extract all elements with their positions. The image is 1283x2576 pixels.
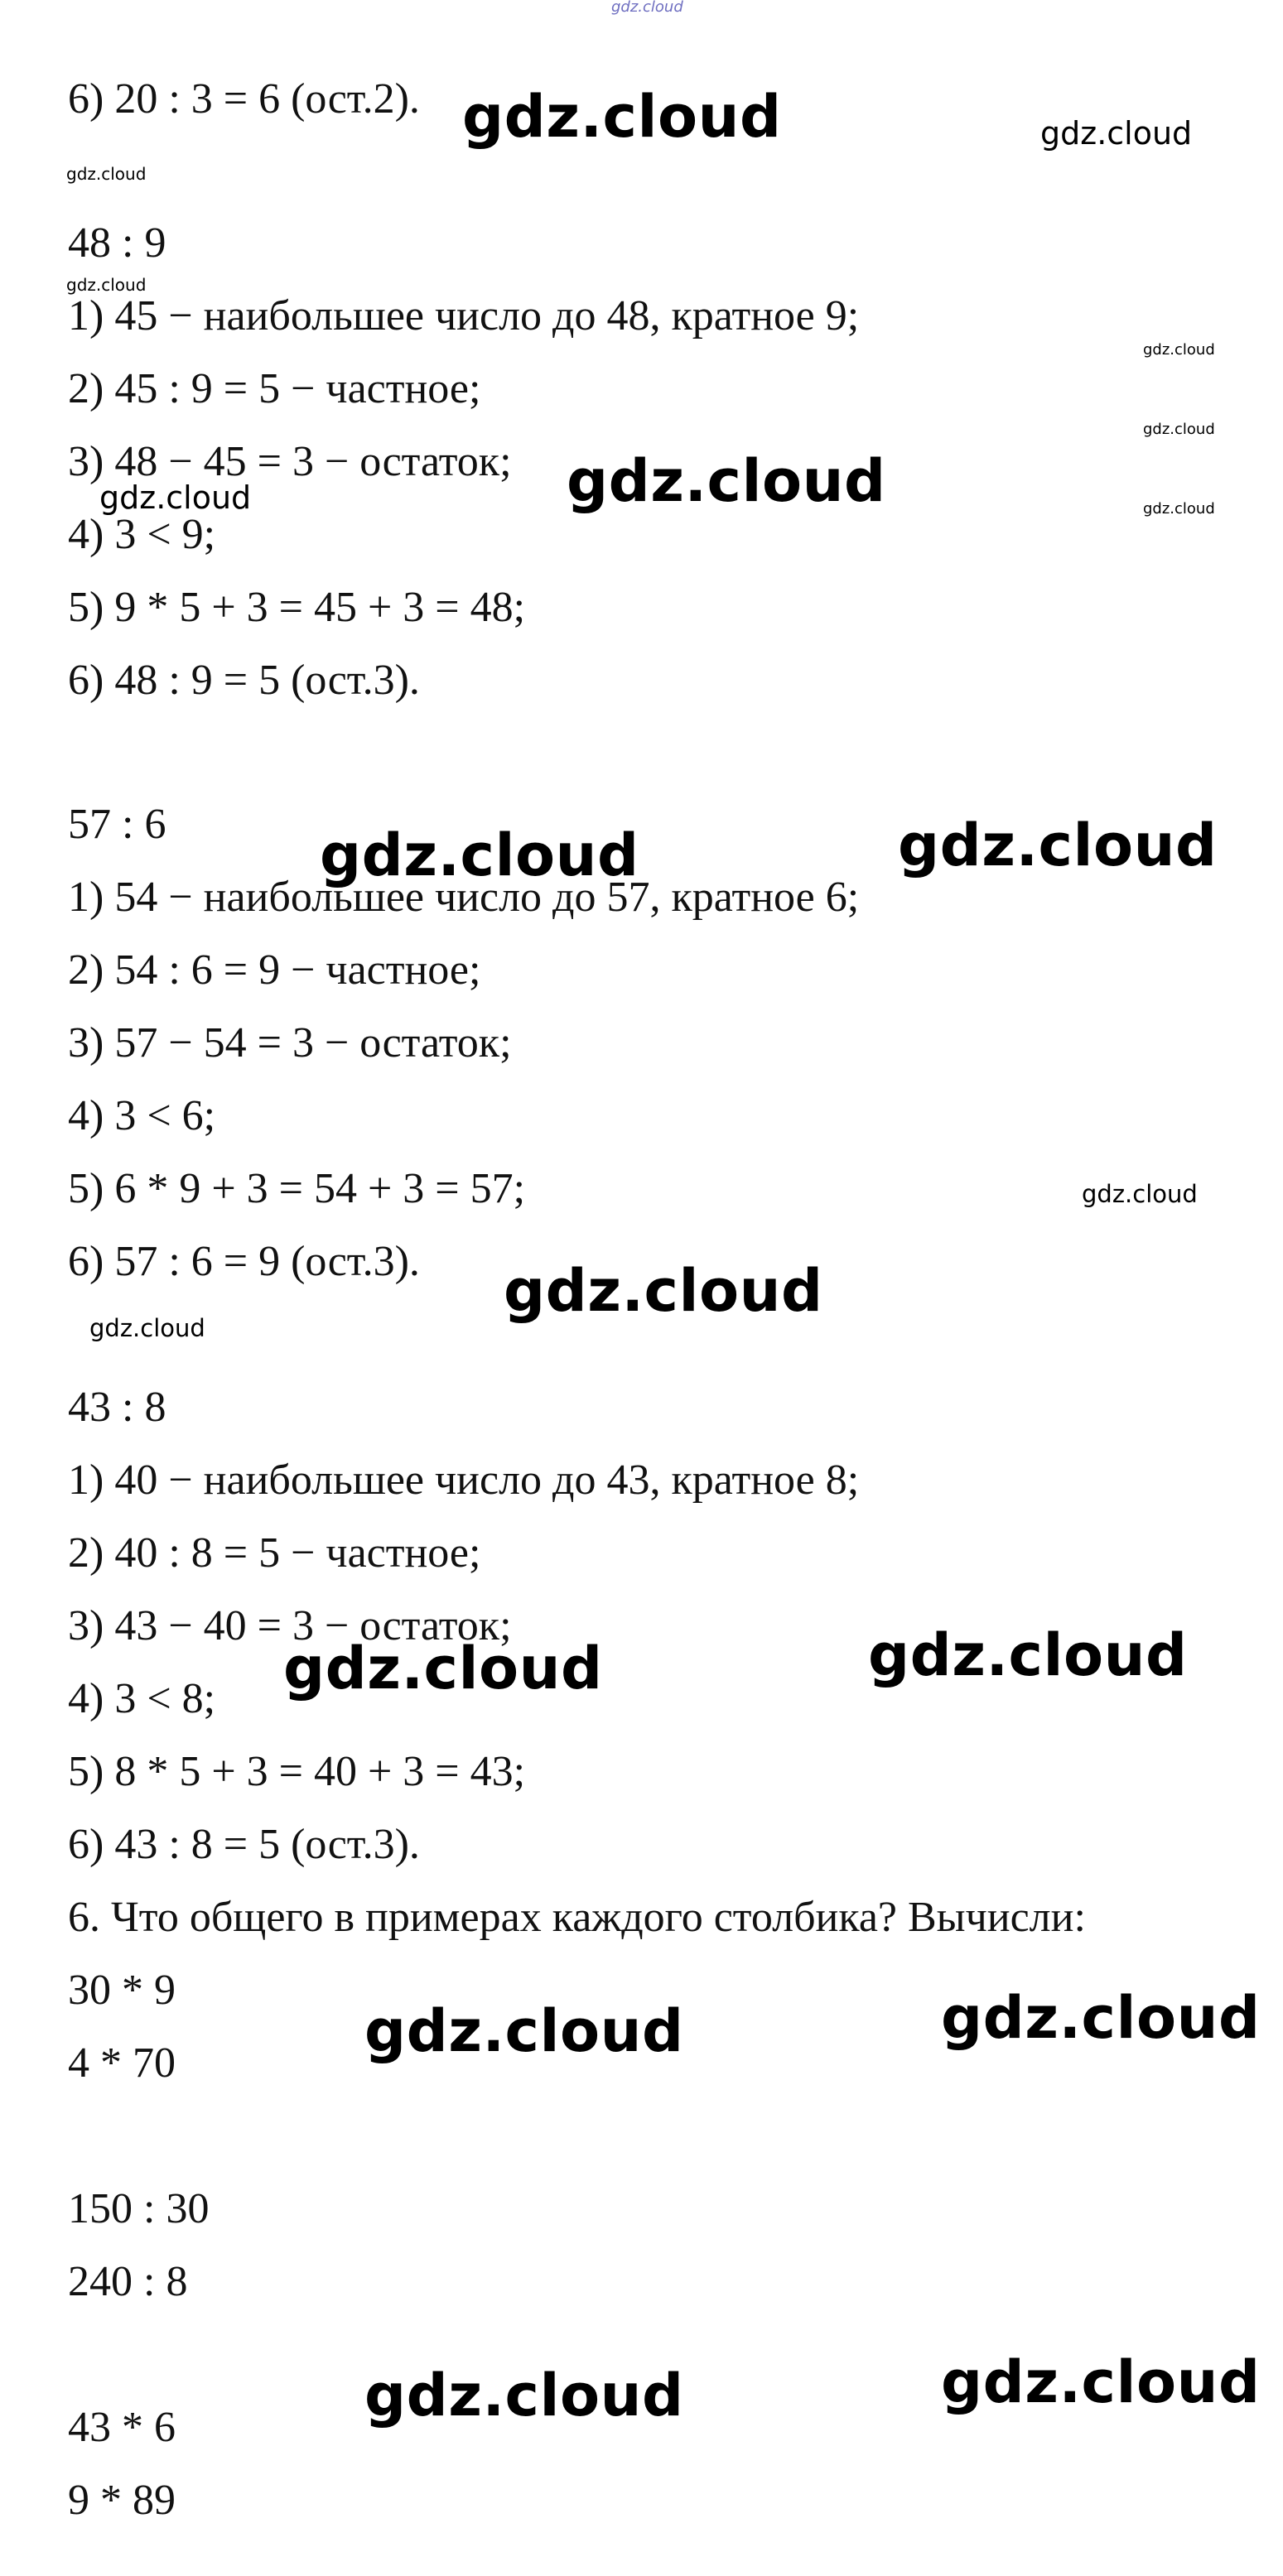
watermark: gdz.cloud <box>320 821 639 889</box>
watermark: gdz.cloud <box>1143 341 1215 359</box>
solution-line: 2) 54 : 6 = 9 − частное; <box>68 946 481 994</box>
expression: 30 * 9 <box>68 1967 176 2014</box>
watermark: gdz.cloud <box>66 164 147 184</box>
watermark: gdz.cloud <box>1143 500 1215 518</box>
solution-line: 1) 54 − наибольшее число до 57, кратное 6; <box>68 874 860 921</box>
watermark: gdz.cloud <box>283 1635 603 1702</box>
example-heading: 43 : 8 <box>68 1384 166 1431</box>
solution-line: 5) 6 * 9 + 3 = 54 + 3 = 57; <box>68 1165 526 1212</box>
expression: 4 * 70 <box>68 2039 176 2087</box>
watermark: gdz.cloud <box>941 2348 1261 2416</box>
watermark: gdz.cloud <box>89 1314 205 1342</box>
watermark: gdz.cloud <box>364 2362 684 2429</box>
example-heading: 57 : 6 <box>68 801 166 848</box>
solution-line: 5) 9 * 5 + 3 = 45 + 3 = 48; <box>68 584 526 631</box>
solution-line: 2) 45 : 9 = 5 − частное; <box>68 365 481 412</box>
solution-line: 1) 45 − наибольшее число до 48, кратное 9; <box>68 292 860 339</box>
watermark: gdz.cloud <box>868 1621 1188 1689</box>
expression: 150 : 30 <box>68 2185 210 2232</box>
solution-line: 4) 3 < 8; <box>68 1675 216 1722</box>
example-heading: 48 : 9 <box>68 219 166 267</box>
watermark: gdz.cloud <box>1040 115 1193 152</box>
watermark: gdz.cloud <box>99 479 252 516</box>
solution-line: 1) 40 − наибольшее число до 43, кратное 8; <box>68 1457 860 1504</box>
watermark: gdz.cloud <box>504 1257 823 1325</box>
watermark: gdz.cloud <box>898 811 1218 879</box>
watermark: gdz.cloud <box>1143 421 1215 438</box>
header-watermark: gdz.cloud <box>611 0 683 16</box>
solution-line: 6) 20 : 3 = 6 (ост.2). <box>68 75 420 123</box>
solution-line: 5) 8 * 5 + 3 = 40 + 3 = 43; <box>68 1748 526 1795</box>
watermark: gdz.cloud <box>66 275 147 295</box>
watermark: gdz.cloud <box>1082 1180 1198 1208</box>
task-title: 6. Что общего в примерах каждого столбика? Вычисли: <box>68 1894 1086 1941</box>
solution-line: 6) 43 : 8 = 5 (ост.3). <box>68 1821 420 1868</box>
expression: 240 : 8 <box>68 2258 188 2305</box>
solution-line: 4) 3 < 6; <box>68 1092 216 1139</box>
solution-line: 3) 43 − 40 = 3 − остаток; <box>68 1602 512 1649</box>
expression: 9 * 89 <box>68 2477 176 2524</box>
watermark: gdz.cloud <box>567 447 886 515</box>
solution-line: 3) 57 − 54 = 3 − остаток; <box>68 1019 512 1067</box>
watermark: gdz.cloud <box>941 1984 1261 2052</box>
solution-line: 2) 40 : 8 = 5 − частное; <box>68 1529 481 1577</box>
expression: 43 * 6 <box>68 2404 176 2451</box>
solution-line: 6) 48 : 9 = 5 (ост.3). <box>68 657 420 704</box>
solution-line: 3) 48 − 45 = 3 − остаток; <box>68 438 512 485</box>
watermark: gdz.cloud <box>364 1997 684 2065</box>
solution-line: 4) 3 < 9; <box>68 511 216 558</box>
watermark: gdz.cloud <box>462 83 782 151</box>
solution-line: 6) 57 : 6 = 9 (ост.3). <box>68 1238 420 1285</box>
